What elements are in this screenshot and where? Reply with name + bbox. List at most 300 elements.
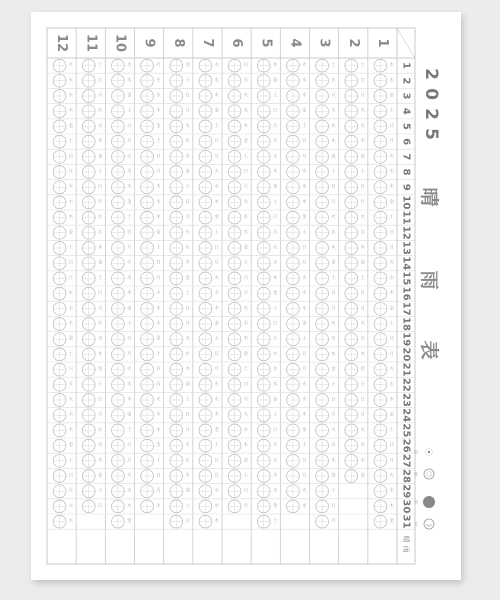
weekday-marker: 土 [185, 184, 190, 190]
weekday-marker: 水 [302, 397, 307, 403]
weekday-marker: 火 [389, 154, 394, 160]
month-label-11: 11 [83, 33, 99, 53]
weekday-marker: 月 [156, 63, 161, 69]
weekday-marker: 金 [360, 473, 365, 479]
legend-label: 雪 [414, 521, 418, 527]
weekday-marker: 土 [272, 199, 278, 205]
weekday-marker: 金 [243, 245, 249, 251]
title-year-digit: 2 [421, 68, 441, 80]
weekday-marker: 火 [331, 427, 336, 433]
weekday-marker: 金 [272, 503, 278, 509]
weekday-marker: 金 [156, 443, 161, 449]
weekday-marker: 水 [389, 169, 394, 175]
weekday-marker: 月 [389, 351, 394, 357]
weekday-marker: 木 [127, 503, 132, 509]
weather-chart-sheet [31, 12, 461, 580]
weekday-marker: 火 [97, 427, 103, 433]
cloud-symbol [424, 469, 434, 479]
weekday-marker: 水 [156, 412, 161, 418]
weekday-marker: 金 [272, 291, 278, 297]
weekday-marker: 火 [302, 382, 307, 388]
month-label-1: 1 [374, 38, 390, 48]
weekday-marker: 水 [360, 443, 365, 449]
day-number-7: 7 [400, 153, 412, 161]
weekday-marker: 月 [156, 382, 161, 388]
weekday-marker: 土 [389, 427, 394, 433]
day-number-19: 19 [400, 332, 412, 347]
weekday-marker: 日 [331, 78, 336, 84]
weekday-marker: 日 [156, 260, 161, 266]
weekday-marker: 土 [214, 123, 219, 129]
weekday-marker: 木 [302, 199, 307, 205]
weekday-marker: 水 [156, 93, 161, 99]
weekday-marker: 火 [68, 397, 74, 403]
weekday-marker: 金 [243, 351, 249, 357]
weekday-marker: 月 [185, 215, 190, 221]
weekday-marker: 日 [272, 427, 278, 433]
weekday-marker: 金 [302, 427, 307, 433]
weekday-marker: 水 [68, 412, 74, 418]
weekday-marker: 水 [214, 503, 219, 509]
weekday-marker: 土 [156, 458, 161, 464]
weekday-marker: 火 [214, 382, 219, 388]
weekday-marker: 木 [185, 473, 190, 479]
weekday-marker: 土 [97, 488, 103, 494]
sun-ray [429, 448, 430, 449]
weekday-marker: 日 [156, 367, 161, 373]
weekday-marker: 土 [127, 321, 132, 327]
weekday-marker: 火 [302, 488, 307, 494]
weekday-marker: 木 [302, 306, 307, 312]
weekday-marker: 月 [68, 382, 74, 388]
weekday-marker: 金 [156, 123, 161, 129]
weekday-marker: 金 [272, 78, 278, 84]
day-number-13: 13 [400, 241, 412, 255]
weekday-marker: 日 [360, 78, 365, 84]
weekday-marker: 木 [243, 443, 249, 449]
weekday-marker: 土 [68, 351, 74, 357]
weekday-marker: 月 [127, 458, 132, 464]
weekday-marker: 日 [97, 184, 103, 190]
weekday-marker: 月 [127, 245, 132, 251]
weekday-marker: 木 [331, 458, 336, 464]
weekday-marker: 月 [214, 260, 219, 266]
weekday-marker: 月 [243, 291, 249, 297]
weekday-marker: 火 [360, 321, 365, 327]
weekday-marker: 火 [185, 443, 190, 449]
weekday-marker: 日 [389, 443, 394, 449]
weekday-marker: 金 [97, 154, 103, 160]
weekday-marker: 日 [302, 351, 307, 357]
day-number-21: 21 [400, 362, 412, 377]
weekday-marker: 木 [68, 321, 74, 327]
day-number-11: 11 [400, 210, 412, 225]
day-number-12: 12 [400, 225, 412, 240]
weekday-marker: 日 [302, 139, 307, 145]
weekday-marker: 火 [185, 230, 190, 236]
weekday-marker: 土 [272, 412, 278, 418]
day-number-10: 10 [400, 195, 412, 210]
month-label-5: 5 [258, 38, 274, 48]
weekday-marker: 水 [302, 184, 307, 190]
weekday-marker: 水 [185, 458, 190, 464]
weekday-marker: 土 [389, 215, 394, 221]
weekday-marker: 日 [302, 245, 307, 251]
weekday-marker: 水 [302, 291, 307, 297]
weekday-marker: 水 [127, 63, 132, 69]
weekday-marker: 土 [127, 108, 132, 114]
weekday-marker: 金 [68, 230, 74, 236]
weekday-marker: 金 [68, 123, 74, 129]
weekday-marker: 日 [214, 139, 219, 145]
weekday-marker: 月 [68, 275, 74, 281]
title-year-digit: 2 [421, 108, 441, 120]
sun-symbol [428, 451, 430, 453]
weekday-marker: 水 [389, 63, 394, 69]
day-number-24: 24 [400, 408, 412, 423]
weekday-marker: 火 [331, 215, 336, 221]
weekday-marker: 月 [68, 169, 74, 175]
weekday-marker: 木 [389, 184, 394, 190]
weekday-marker: 水 [331, 443, 336, 449]
weekday-marker: 日 [243, 275, 249, 281]
weekday-marker: 日 [331, 397, 336, 403]
weekday-marker: 木 [272, 169, 278, 175]
day-number-23: 23 [400, 393, 412, 407]
weekday-marker: 月 [389, 139, 394, 145]
weekday-marker: 水 [360, 230, 365, 236]
weekday-marker: 土 [185, 397, 190, 403]
weekday-marker: 木 [360, 139, 365, 145]
weekday-marker: 土 [127, 427, 132, 433]
weekday-marker: 木 [243, 123, 249, 129]
weekday-marker: 金 [214, 215, 219, 221]
weekday-marker: 日 [185, 519, 190, 525]
weekday-marker: 水 [331, 123, 336, 129]
weekday-marker: 火 [389, 260, 394, 266]
weekday-marker: 月 [302, 260, 307, 266]
weekday-marker: 土 [68, 245, 74, 251]
weekday-marker: 金 [243, 139, 249, 145]
weekday-marker: 月 [214, 154, 219, 160]
weekday-marker: 土 [243, 260, 249, 266]
month-label-7: 7 [199, 38, 215, 48]
legend-label: 雨 [414, 499, 418, 505]
weekday-marker: 土 [331, 382, 336, 388]
weekday-marker: 火 [156, 291, 161, 297]
weekday-marker: 木 [185, 367, 190, 373]
weekday-marker: 土 [272, 519, 278, 525]
weekday-marker: 水 [127, 169, 132, 175]
weekday-marker: 土 [360, 63, 365, 69]
weekday-marker: 木 [331, 139, 336, 145]
weekday-marker: 木 [68, 215, 74, 221]
weekday-marker: 月 [389, 458, 394, 464]
weekday-marker: 木 [360, 458, 365, 464]
sun-ray [431, 454, 432, 455]
weekday-marker: 水 [360, 336, 365, 342]
day-number-3: 3 [400, 92, 412, 100]
weekday-marker: 火 [389, 367, 394, 373]
day-number-1: 1 [400, 62, 412, 70]
weekday-marker: 月 [331, 306, 336, 312]
weekday-marker: 火 [302, 275, 307, 281]
weekday-marker: 土 [243, 154, 249, 160]
weekday-marker: 月 [389, 245, 394, 251]
header-corner-diagonal [397, 28, 415, 58]
weekday-marker: 金 [97, 367, 103, 373]
weekday-marker: 月 [302, 154, 307, 160]
weekday-marker: 日 [127, 443, 132, 449]
weekday-marker: 土 [360, 275, 365, 281]
weekday-marker: 水 [214, 397, 219, 403]
weekday-marker: 月 [97, 199, 103, 205]
weekday-marker: 日 [360, 291, 365, 297]
weekday-marker: 日 [331, 291, 336, 297]
weekday-marker: 金 [389, 199, 394, 205]
day-number-30: 30 [400, 499, 412, 514]
weekday-marker: 木 [127, 78, 132, 84]
weekday-marker: 金 [127, 412, 132, 418]
weekday-marker: 月 [243, 397, 249, 403]
day-number-16: 16 [400, 286, 412, 301]
weekday-marker: 木 [272, 63, 278, 69]
weekday-marker: 土 [97, 63, 103, 69]
weekday-marker: 土 [185, 78, 190, 84]
weekday-marker: 水 [214, 78, 219, 84]
legend-label: 曇 [414, 471, 418, 477]
weekday-marker: 木 [214, 306, 219, 312]
weekday-marker: 土 [156, 245, 161, 251]
weekday-marker: 土 [243, 473, 249, 479]
weekday-marker: 金 [97, 260, 103, 266]
weekday-marker: 水 [243, 321, 249, 327]
weekday-marker: 日 [214, 458, 219, 464]
sun-ray [426, 449, 427, 450]
weekday-marker: 日 [272, 108, 278, 114]
weekday-marker: 水 [243, 108, 249, 114]
weekday-marker: 火 [185, 123, 190, 129]
weekday-marker: 水 [243, 215, 249, 221]
weekday-marker: 月 [127, 351, 132, 357]
weekday-marker: 土 [331, 488, 336, 494]
weekday-marker: 金 [360, 154, 365, 160]
weekday-marker: 木 [243, 230, 249, 236]
weekday-marker: 土 [272, 306, 278, 312]
weekday-marker: 金 [68, 443, 74, 449]
weekday-marker: 月 [156, 275, 161, 281]
weekday-marker: 木 [185, 260, 190, 266]
weekday-marker: 水 [302, 503, 307, 509]
weekday-marker: 火 [156, 184, 161, 190]
weekday-marker: 火 [97, 215, 103, 221]
weekday-marker: 火 [243, 93, 249, 99]
weekday-marker: 火 [389, 473, 394, 479]
weekday-marker: 月 [331, 93, 336, 99]
weekday-marker: 土 [243, 367, 249, 373]
weekday-marker: 土 [389, 321, 394, 327]
day-number-29: 29 [400, 484, 412, 499]
day-number-22: 22 [400, 377, 412, 392]
weekday-marker: 日 [127, 123, 132, 129]
weekday-marker: 木 [389, 78, 394, 84]
weekday-marker: 日 [185, 93, 190, 99]
weekday-marker: 火 [302, 63, 307, 69]
weekday-marker: 土 [331, 169, 336, 175]
weekday-marker: 月 [331, 519, 336, 525]
weekday-marker: 火 [272, 351, 278, 357]
weekday-marker: 火 [214, 275, 219, 281]
weekday-marker: 日 [97, 291, 103, 297]
weekday-marker: 火 [68, 291, 74, 297]
weekday-marker: 金 [127, 199, 132, 205]
weekday-marker: 木 [97, 351, 103, 357]
sun-ray [425, 452, 426, 453]
snow-mark [427, 524, 431, 526]
month-label-4: 4 [287, 38, 303, 48]
weekday-marker: 火 [156, 397, 161, 403]
legend-label: 晴 [414, 449, 418, 455]
weekday-marker: 木 [156, 321, 161, 327]
weekday-marker: 水 [389, 275, 394, 281]
weekday-marker: 水 [360, 123, 365, 129]
weekday-marker: 金 [185, 488, 190, 494]
title-year-digit: 5 [421, 128, 441, 140]
weekday-marker: 土 [127, 215, 132, 221]
day-number-27: 27 [400, 453, 412, 468]
weekday-marker: 水 [389, 382, 394, 388]
weekday-marker: 火 [127, 154, 132, 160]
weekday-marker: 金 [360, 367, 365, 373]
weekday-marker: 金 [185, 275, 190, 281]
weekday-marker: 火 [214, 63, 219, 69]
weekday-marker: 火 [243, 306, 249, 312]
weekday-marker: 土 [302, 443, 307, 449]
weekday-marker: 水 [68, 93, 74, 99]
weekday-marker: 日 [127, 230, 132, 236]
weekday-marker: 金 [389, 412, 394, 418]
weekday-marker: 月 [360, 199, 365, 205]
weekday-marker: 金 [156, 336, 161, 342]
weekday-marker: 日 [272, 215, 278, 221]
weekday-marker: 日 [185, 306, 190, 312]
weekday-marker: 木 [272, 382, 278, 388]
weekday-marker: 水 [127, 275, 132, 281]
weekday-marker: 日 [97, 78, 103, 84]
weekday-marker: 金 [127, 306, 132, 312]
weekday-marker: 月 [360, 306, 365, 312]
weekday-marker: 土 [156, 139, 161, 145]
weekday-marker: 日 [156, 154, 161, 160]
weekday-marker: 火 [127, 260, 132, 266]
weekday-marker: 月 [185, 427, 190, 433]
weekday-marker: 土 [214, 443, 219, 449]
weekday-marker: 水 [272, 260, 278, 266]
day-number-5: 5 [400, 122, 412, 130]
weekday-marker: 火 [331, 321, 336, 327]
weekday-marker: 木 [68, 108, 74, 114]
weekday-marker: 水 [185, 351, 190, 357]
month-label-3: 3 [316, 38, 332, 48]
weekday-marker: 木 [243, 336, 249, 342]
weekday-marker: 木 [156, 108, 161, 114]
month-label-12: 12 [54, 33, 70, 53]
weekday-marker: 水 [272, 473, 278, 479]
weekday-marker: 木 [302, 93, 307, 99]
weekday-marker: 水 [68, 306, 74, 312]
footer-label: 雨 [402, 545, 410, 553]
month-label-2: 2 [345, 38, 361, 48]
rain-symbol [423, 496, 435, 508]
weekday-marker: 日 [214, 351, 219, 357]
sun-ray [426, 454, 427, 455]
weekday-marker: 火 [97, 108, 103, 114]
weekday-marker: 水 [156, 199, 161, 205]
weekday-marker: 水 [214, 184, 219, 190]
weekday-marker: 金 [214, 108, 219, 114]
weekday-marker: 火 [68, 78, 74, 84]
weekday-marker: 木 [97, 139, 103, 145]
weekday-marker: 木 [360, 351, 365, 357]
day-number-25: 25 [400, 423, 412, 438]
weekday-marker: 金 [156, 230, 161, 236]
weekday-marker: 月 [272, 443, 278, 449]
weekday-marker: 土 [302, 230, 307, 236]
weekday-marker: 木 [360, 245, 365, 251]
weekday-marker: 火 [243, 199, 249, 205]
weekday-marker: 水 [272, 367, 278, 373]
weekday-marker: 月 [272, 230, 278, 236]
weekday-marker: 火 [214, 488, 219, 494]
title-year-digit: 0 [421, 88, 441, 100]
weekday-marker: 日 [302, 458, 307, 464]
weekday-marker: 金 [272, 184, 278, 190]
weekday-marker: 月 [127, 139, 132, 145]
weekday-marker: 水 [185, 139, 190, 145]
weekday-marker: 日 [156, 473, 161, 479]
weekday-marker: 日 [97, 503, 103, 509]
weekday-marker: 木 [127, 184, 132, 190]
weekday-marker: 日 [97, 397, 103, 403]
weekday-marker: 日 [272, 321, 278, 327]
weekday-marker: 金 [331, 260, 336, 266]
weekday-marker: 木 [214, 412, 219, 418]
weekday-marker: 金 [185, 169, 190, 175]
weekday-marker: 水 [331, 230, 336, 236]
weekday-marker: 土 [331, 275, 336, 281]
weekday-marker: 日 [185, 412, 190, 418]
weekday-marker: 金 [243, 458, 249, 464]
weekday-marker: 火 [185, 336, 190, 342]
weekday-marker: 金 [97, 473, 103, 479]
day-number-18: 18 [400, 317, 412, 331]
weekday-marker: 金 [389, 306, 394, 312]
weekday-marker: 日 [243, 382, 249, 388]
weekday-marker: 土 [360, 382, 365, 388]
weekday-marker: 土 [302, 123, 307, 129]
weekday-marker: 水 [302, 78, 307, 84]
weekday-marker: 月 [68, 488, 74, 494]
weekday-marker: 木 [214, 519, 219, 525]
weekday-marker: 金 [185, 382, 190, 388]
weekday-marker: 水 [185, 245, 190, 251]
weekday-marker: 金 [127, 93, 132, 99]
weekday-marker: 月 [68, 63, 74, 69]
day-number-9: 9 [400, 183, 412, 191]
weekday-marker: 火 [127, 367, 132, 373]
day-number-6: 6 [400, 138, 412, 146]
weekday-marker: 火 [360, 108, 365, 114]
